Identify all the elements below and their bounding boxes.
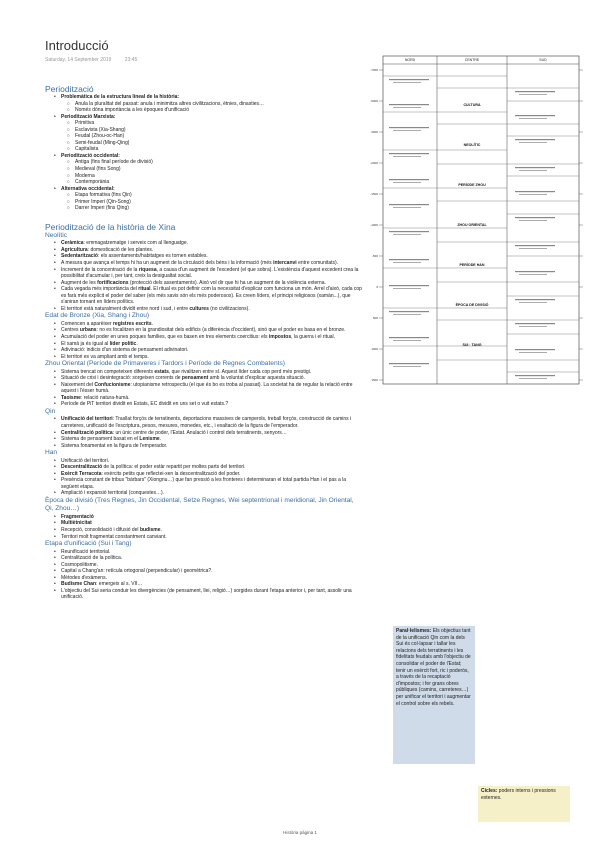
- figure-text-placeholder: [393, 82, 421, 83]
- list-item: [45, 443, 363, 450]
- page-footer: Història pàgina 1: [283, 830, 317, 835]
- figure-text-placeholder: [519, 170, 547, 171]
- list-item-text: Adivinació: indicis d'un sistema de pensament adivinatori.: [61, 347, 189, 354]
- list-item-bold: líder polític: [109, 340, 137, 347]
- list-item-bold: intercanvi: [273, 259, 297, 266]
- list-item-bold: ritual: [138, 286, 151, 293]
- figure-year-label: 1000: [371, 347, 378, 351]
- figure-text-placeholder: [519, 378, 547, 379]
- note-parallelisms: [393, 626, 475, 764]
- periodization-subitem: ○ Només dóna importància a les èpoques d'unificació: [45, 107, 363, 114]
- chronology-figure: [367, 46, 585, 390]
- list-item-text: .: [159, 436, 162, 443]
- figure-block-label: NEOLÍTIC: [463, 143, 481, 147]
- figure-year-label: -3000: [370, 130, 378, 134]
- list-item-text: Presència constant de tribus "bàrbars" (Xiongnu…) que fan pressió a les fronteres i determinaran el total partida Han i el pas a la següent etapa.: [61, 477, 347, 490]
- subsection-heading: Zhou Oriental (Període de Primaveres i Tardors i Període de Regnes Combatents): [45, 360, 285, 368]
- figure-year-label: -1000: [370, 223, 378, 227]
- list-item-bold: fortificacions: [97, 279, 129, 286]
- figure-text-placeholder: [519, 94, 547, 95]
- list-item-text: : relació natura-humà.: [80, 394, 130, 401]
- list-item-text: L'objectiu del Sui seria conduir les divergències (de pensament, llei, religió…) sorgides durant l'etapa anterior i, per tant, assolir una unificació.: [61, 587, 352, 601]
- list-item: [45, 490, 363, 497]
- periodization-subitem: ○ Capitalista: [45, 146, 363, 153]
- figure-text-placeholder: [389, 311, 429, 312]
- figure-text-placeholder: [393, 366, 421, 367]
- subsection-heading: Edat de Bronze (Xia, Shang i Zhou): [45, 312, 150, 320]
- figure-text-placeholder: [519, 326, 547, 327]
- list-item-text: Situació de crisi i desintegració: sorgeixen corrents de: [61, 375, 182, 382]
- figure-text-placeholder: [393, 156, 421, 157]
- figure-text-placeholder: [389, 259, 429, 260]
- periodization-subitem: ○ Primitiva: [45, 120, 363, 127]
- list-item-text: (protecció dels assentaments). Això vol dir que hi ha un augment de la violència externa.: [128, 279, 326, 286]
- periodization-item-title: Alternativa occidental:: [61, 185, 115, 192]
- figure-text-placeholder: [389, 179, 429, 180]
- figure-text-placeholder: [515, 191, 555, 192]
- figure-text-placeholder: [393, 234, 421, 235]
- figure-text-placeholder: [519, 302, 547, 303]
- list-item: [45, 267, 363, 280]
- figure-year-label: 1500: [371, 378, 378, 382]
- figure-text-placeholder: [393, 314, 421, 315]
- list-item-text: Centres: [61, 327, 80, 334]
- figure-year-label: 500: [372, 316, 378, 320]
- figure-column-label: NORD: [404, 58, 416, 62]
- figure-text-placeholder: [519, 352, 547, 353]
- figure-block-label: PERÍODE ZHOU: [458, 183, 486, 187]
- list-item-text: : utopianisme retrospectiu (el que és bo es troba al passat). La societat ha de regular la relació entre aquest i l'ésser humà.: [61, 381, 353, 395]
- figure-text-placeholder: [515, 91, 555, 92]
- figure-text-placeholder: [515, 245, 555, 246]
- figure-text-placeholder: [519, 274, 547, 275]
- list-item-bold: Lenisme: [139, 436, 160, 443]
- notes-body: [45, 84, 363, 601]
- list-item-text: Sistema trencat on competeixen diferents: [61, 368, 155, 375]
- list-item-text: : domesticació de les plantes.: [87, 246, 154, 253]
- note-parallelisms-text: Els objectius tant de la unificació Qin com la dels Sui és col·lapsar i tallar les relacions dels terratinents i les fidelitats feudals amb l'objectiu de consolidar el poder de l'Estat; tenir un exèrcit fort, ric i poderós, a través de la recaptació d'impostos; i fer grans obres públiques (camins, carreteres…) per unificar el territori i augmentar el control sobre els rebels.: [396, 628, 471, 707]
- figure-text-placeholder: [393, 340, 421, 341]
- periodization-item-title: Problemàtica de la estructura lineal de la història:: [61, 94, 180, 100]
- list-item-bold: Centralització política: [61, 429, 113, 436]
- periodization-subitem: ○ Etapa formativa (fins Qin): [45, 192, 363, 199]
- list-item-text: , que rivalitzen entre sí. Aquest líder cada cop perd més prestigi.: [168, 368, 312, 375]
- list-item-text: Territori molt fragmentat constantment canviant.: [61, 533, 167, 540]
- list-item-bold: Unificació del territori: [61, 416, 113, 423]
- list-item-bold: impostos: [268, 333, 292, 340]
- subsection-list: [45, 240, 363, 312]
- figure-text-placeholder: [515, 271, 555, 272]
- list-item-text: Recepció, consolidació i difusió del: [61, 527, 140, 534]
- list-item-text: : no es focalitzen en la grandiositat dels edificis (a diferència d'occident), sinó que el poder es basa en el bronze.: [96, 327, 346, 334]
- periodization-item-title: Periodització Marxista:: [61, 113, 116, 120]
- list-item-text: El xamà ja és igual al: [61, 340, 110, 347]
- list-item-text: Centralització de la política.: [61, 555, 123, 562]
- list-item-text: Cosmopolitisme.: [61, 561, 98, 568]
- list-item-bold: estats: [154, 368, 169, 375]
- figure-text-placeholder: [393, 288, 421, 289]
- figure-text-placeholder: [393, 207, 421, 208]
- figure-text-placeholder: [519, 142, 547, 143]
- list-item-bold: Ceràmica: [61, 240, 84, 247]
- figure-text-placeholder: [389, 204, 429, 205]
- list-item-text: : exèrcits petits que reflectei-xen la descentralització del poder.: [101, 470, 241, 477]
- section-heading-history: Periodització de la història de Xina: [45, 221, 176, 232]
- figure-text-placeholder: [389, 363, 429, 364]
- list-item-text: Unificació del territori.: [61, 457, 110, 464]
- page-date: Saturday, 14 September 2019: [45, 57, 112, 63]
- figure-text-placeholder: [389, 231, 429, 232]
- list-item-bold: Budisme Chan: [61, 581, 97, 588]
- list-item: [45, 588, 363, 601]
- subsection-list: [45, 321, 363, 360]
- periodization-list: [45, 94, 363, 212]
- list-item-text: A mesura que avança el temps hi ha un augment de la circulació dels béns i la informació (més: [61, 259, 274, 266]
- list-item-bold: Agricultura: [61, 246, 88, 253]
- list-item-text: Cada vegada més importància del: [61, 286, 139, 293]
- list-item-text: . El ritual es pot definir com la necessitat d'explicar com funciona un món. Arrel d'això, cada cop es farà més explícit el poder del saber (els més savis són els més poderosos). Es creen líders, el principi religiosos (xamàn...), que s'aniran tornant en líders polítics.: [61, 286, 362, 306]
- periodization-subitem: ○ Antiga (fins final període de divisió): [45, 159, 363, 166]
- list-item: [45, 416, 363, 429]
- list-item: [45, 401, 363, 408]
- list-item-text: Augment de les: [61, 279, 98, 286]
- subsection-heading: Etapa d'unificació (Sui i Tang): [45, 540, 132, 548]
- subsection-list: [45, 416, 363, 449]
- figure-text-placeholder: [393, 182, 421, 183]
- subsection-heading: Han: [45, 449, 58, 457]
- figure-text-placeholder: [515, 139, 555, 140]
- figure-text-placeholder: [389, 127, 429, 128]
- subsection-list: [45, 369, 363, 408]
- list-item-text: El territori es va ampliant amb el temps.: [61, 353, 149, 360]
- figure-column-label: SUD: [539, 58, 547, 62]
- list-item-bold: Sedentarització: [61, 253, 98, 260]
- periodization-subitem: ○ Anula la pluralitat del passat: anula i minimitza altres civilitzacions, ètnies, dinasties…: [45, 101, 363, 108]
- figure-text-placeholder: [515, 115, 555, 116]
- list-item-text: El territori està naturalment dividit entre nord i sud, i entre: [61, 305, 190, 312]
- figure-year-label: 0: [376, 285, 378, 289]
- list-item-text: Ampliació i expansió territorial (conquestes…).: [61, 490, 165, 497]
- history-subsections: [45, 232, 363, 601]
- figure-text-placeholder: [515, 349, 555, 350]
- figure-text-placeholder: [515, 375, 555, 376]
- figure-text-placeholder: [515, 299, 555, 300]
- figure-text-placeholder: [389, 337, 429, 338]
- periodization-subitem: ○ Primer Imperi (Qin-Song): [45, 199, 363, 206]
- list-item-text: .: [160, 527, 162, 534]
- list-item-text: Capital a Chang'an: retícula ortogonal (perpendicular) i geomètrica?.: [61, 568, 213, 575]
- periodization-subitem: ○ Moderna: [45, 173, 363, 180]
- figure-text-placeholder: [389, 104, 429, 105]
- list-item-bold: Exèrcit Terracota: [61, 470, 102, 477]
- periodization-subitem: ○ Esclavista (Xia-Shang): [45, 127, 363, 134]
- list-item: [45, 306, 363, 313]
- list-item-text: Sistema de pensament basat en el: [61, 436, 140, 443]
- page-meta: [45, 57, 149, 63]
- periodization-subitem: ○ Darrer Imperi (fins Qing): [45, 205, 363, 212]
- list-item-text: Reunificació territorial.: [61, 548, 111, 555]
- figure-text-placeholder: [519, 118, 547, 119]
- figure-year-label: -500: [371, 254, 378, 258]
- figure-year-label: -1500: [370, 192, 378, 196]
- list-item-text: .: [151, 320, 154, 327]
- list-item: [45, 477, 363, 490]
- list-item-bold: Fragmentació: [61, 513, 94, 520]
- figure-column-label: CENTRE: [464, 58, 480, 62]
- list-item: [45, 382, 363, 395]
- figure-text-placeholder: [389, 79, 429, 80]
- periodization-subitem: ○ Medieval (fins Song): [45, 166, 363, 173]
- list-item-bold: riquesa: [138, 266, 157, 273]
- page-time: 23:45: [124, 57, 138, 63]
- list-item-text: amb la voluntat d'explicar aquesta situació.: [208, 375, 305, 382]
- periodization-item-title: Periodització occidental:: [61, 152, 120, 159]
- list-item-text: Mètodes d'exàmens.: [61, 574, 107, 581]
- figure-text-placeholder: [519, 220, 547, 221]
- periodization-subitem: ○ Semi-feudal (Ming-Qing): [45, 140, 363, 147]
- figure-block-label: ZHOU ORIENTAL: [457, 223, 487, 227]
- list-item-bold: budisme: [139, 527, 161, 534]
- list-item-text: Comencen a aparèixer: [61, 320, 113, 327]
- list-item: [45, 354, 363, 361]
- figure-year-label: -2000: [370, 161, 378, 165]
- figure-text-placeholder: [393, 130, 421, 131]
- list-item-bold: pensament: [181, 375, 209, 382]
- figure-text-placeholder: [515, 217, 555, 218]
- figure-block-label: CULTURA: [463, 103, 481, 107]
- list-item-text: : Trasllat forçós de terratinents, deportacions massives de camperols, treball forçós, construcció de camins i carreteres, unificació de l'escriptura, pesos, mesures, monedes, etc., i exaltació de la figura de l'emperador.: [61, 416, 352, 429]
- list-item: [45, 286, 363, 306]
- figure-text-placeholder: [519, 194, 547, 195]
- periodization-subitem: ○ Contemporània: [45, 179, 363, 186]
- note-cycles-text: poders interns i pressions externes.: [481, 788, 556, 801]
- subsection-list: [45, 514, 363, 540]
- figure-text-placeholder: [393, 107, 421, 108]
- list-item-text: Acumulació del poder en unes poques famílies, que es basen en tres elements coercitius: els: [61, 333, 269, 340]
- list-item-bold: Multiètnicitat: [61, 520, 92, 527]
- figure-block-label: PERÍODE HAN: [459, 263, 485, 267]
- note-cycles-title: Cicles:: [481, 788, 498, 794]
- list-item: [45, 534, 363, 541]
- list-item-text: Naixement del: [61, 381, 95, 388]
- section-heading-periodization: Periodització: [45, 84, 94, 94]
- list-item-bold: registres escrits: [112, 320, 152, 327]
- figure-text-placeholder: [389, 153, 429, 154]
- periodization-subitem: ○ Feudal (Zhou-oc-Han): [45, 133, 363, 140]
- figure-year-label: -7000: [370, 68, 378, 72]
- list-item-text: : un únic centre de poder, l'Estat. Anulació i control dels terratinents, senyors…: [112, 429, 287, 436]
- figure-text-placeholder: [515, 167, 555, 168]
- note-cycles: [478, 786, 570, 822]
- subsection-heading: Qin: [45, 407, 56, 415]
- subsection-heading: Època de divisió (Tres Regnes, Jin Occidental, Setze Regnes, Wei septentrional i meridional, Jin Oriental, Qi, Zhou…): [45, 496, 354, 513]
- list-item-text: .: [136, 340, 138, 347]
- list-item-text: de la política: el poder estàr repartit per moltes parts del territori.: [102, 464, 246, 471]
- page-title: Introducció: [45, 38, 109, 53]
- figure-year-label: -5000: [370, 99, 378, 103]
- figure-block-label: ÈPOCA DE DIVISIÓ: [455, 303, 489, 307]
- list-item-text: : els assentaments/habitatges es tornen estables.: [97, 253, 208, 260]
- figure-text-placeholder: [389, 285, 429, 286]
- list-item-text: (no civilitzacions).: [208, 305, 250, 312]
- list-item-text: entre comunitats).: [296, 259, 339, 266]
- list-item-text: Període de PiT territori dividit en Estats, EC dividit en uns set o vuit estats.?: [61, 401, 229, 408]
- figure-text-placeholder: [393, 262, 421, 263]
- subsection-list: [45, 458, 363, 497]
- list-item-bold: urbans: [79, 327, 97, 334]
- list-item-bold: Confucionisme: [94, 381, 131, 388]
- figure-text-placeholder: [519, 248, 547, 249]
- list-item-bold: Taoisme: [61, 394, 81, 401]
- figure-text-placeholder: [515, 323, 555, 324]
- list-item-text: : emergeix al s. VII…: [96, 581, 143, 588]
- list-item-text: : emmagatzematge i serveix com al llenguatge.: [83, 240, 189, 247]
- subsection-list: [45, 549, 363, 601]
- note-parallelisms-title: Paral·lelismes:: [396, 628, 432, 634]
- list-item-text: Increment de la concentració de la: [61, 266, 139, 273]
- subsection-heading: Neolític: [45, 231, 67, 239]
- figure-block-label: SUI · TANG: [462, 343, 482, 347]
- list-item-text: , a causa d'un augment de l'excedent (el que sobra). L'existència d'aquest excedent crea la possibilitat d'acumular i, per tant, creix la desigualtat social.: [61, 266, 359, 280]
- list-item-bold: Descentralització: [61, 464, 103, 471]
- list-item-text: , la guerra i el ritual.: [291, 333, 336, 340]
- list-item-text: Sistema fonamentat en la figura de l'emperador.: [61, 442, 168, 449]
- list-item-bold: cultures: [189, 305, 209, 312]
